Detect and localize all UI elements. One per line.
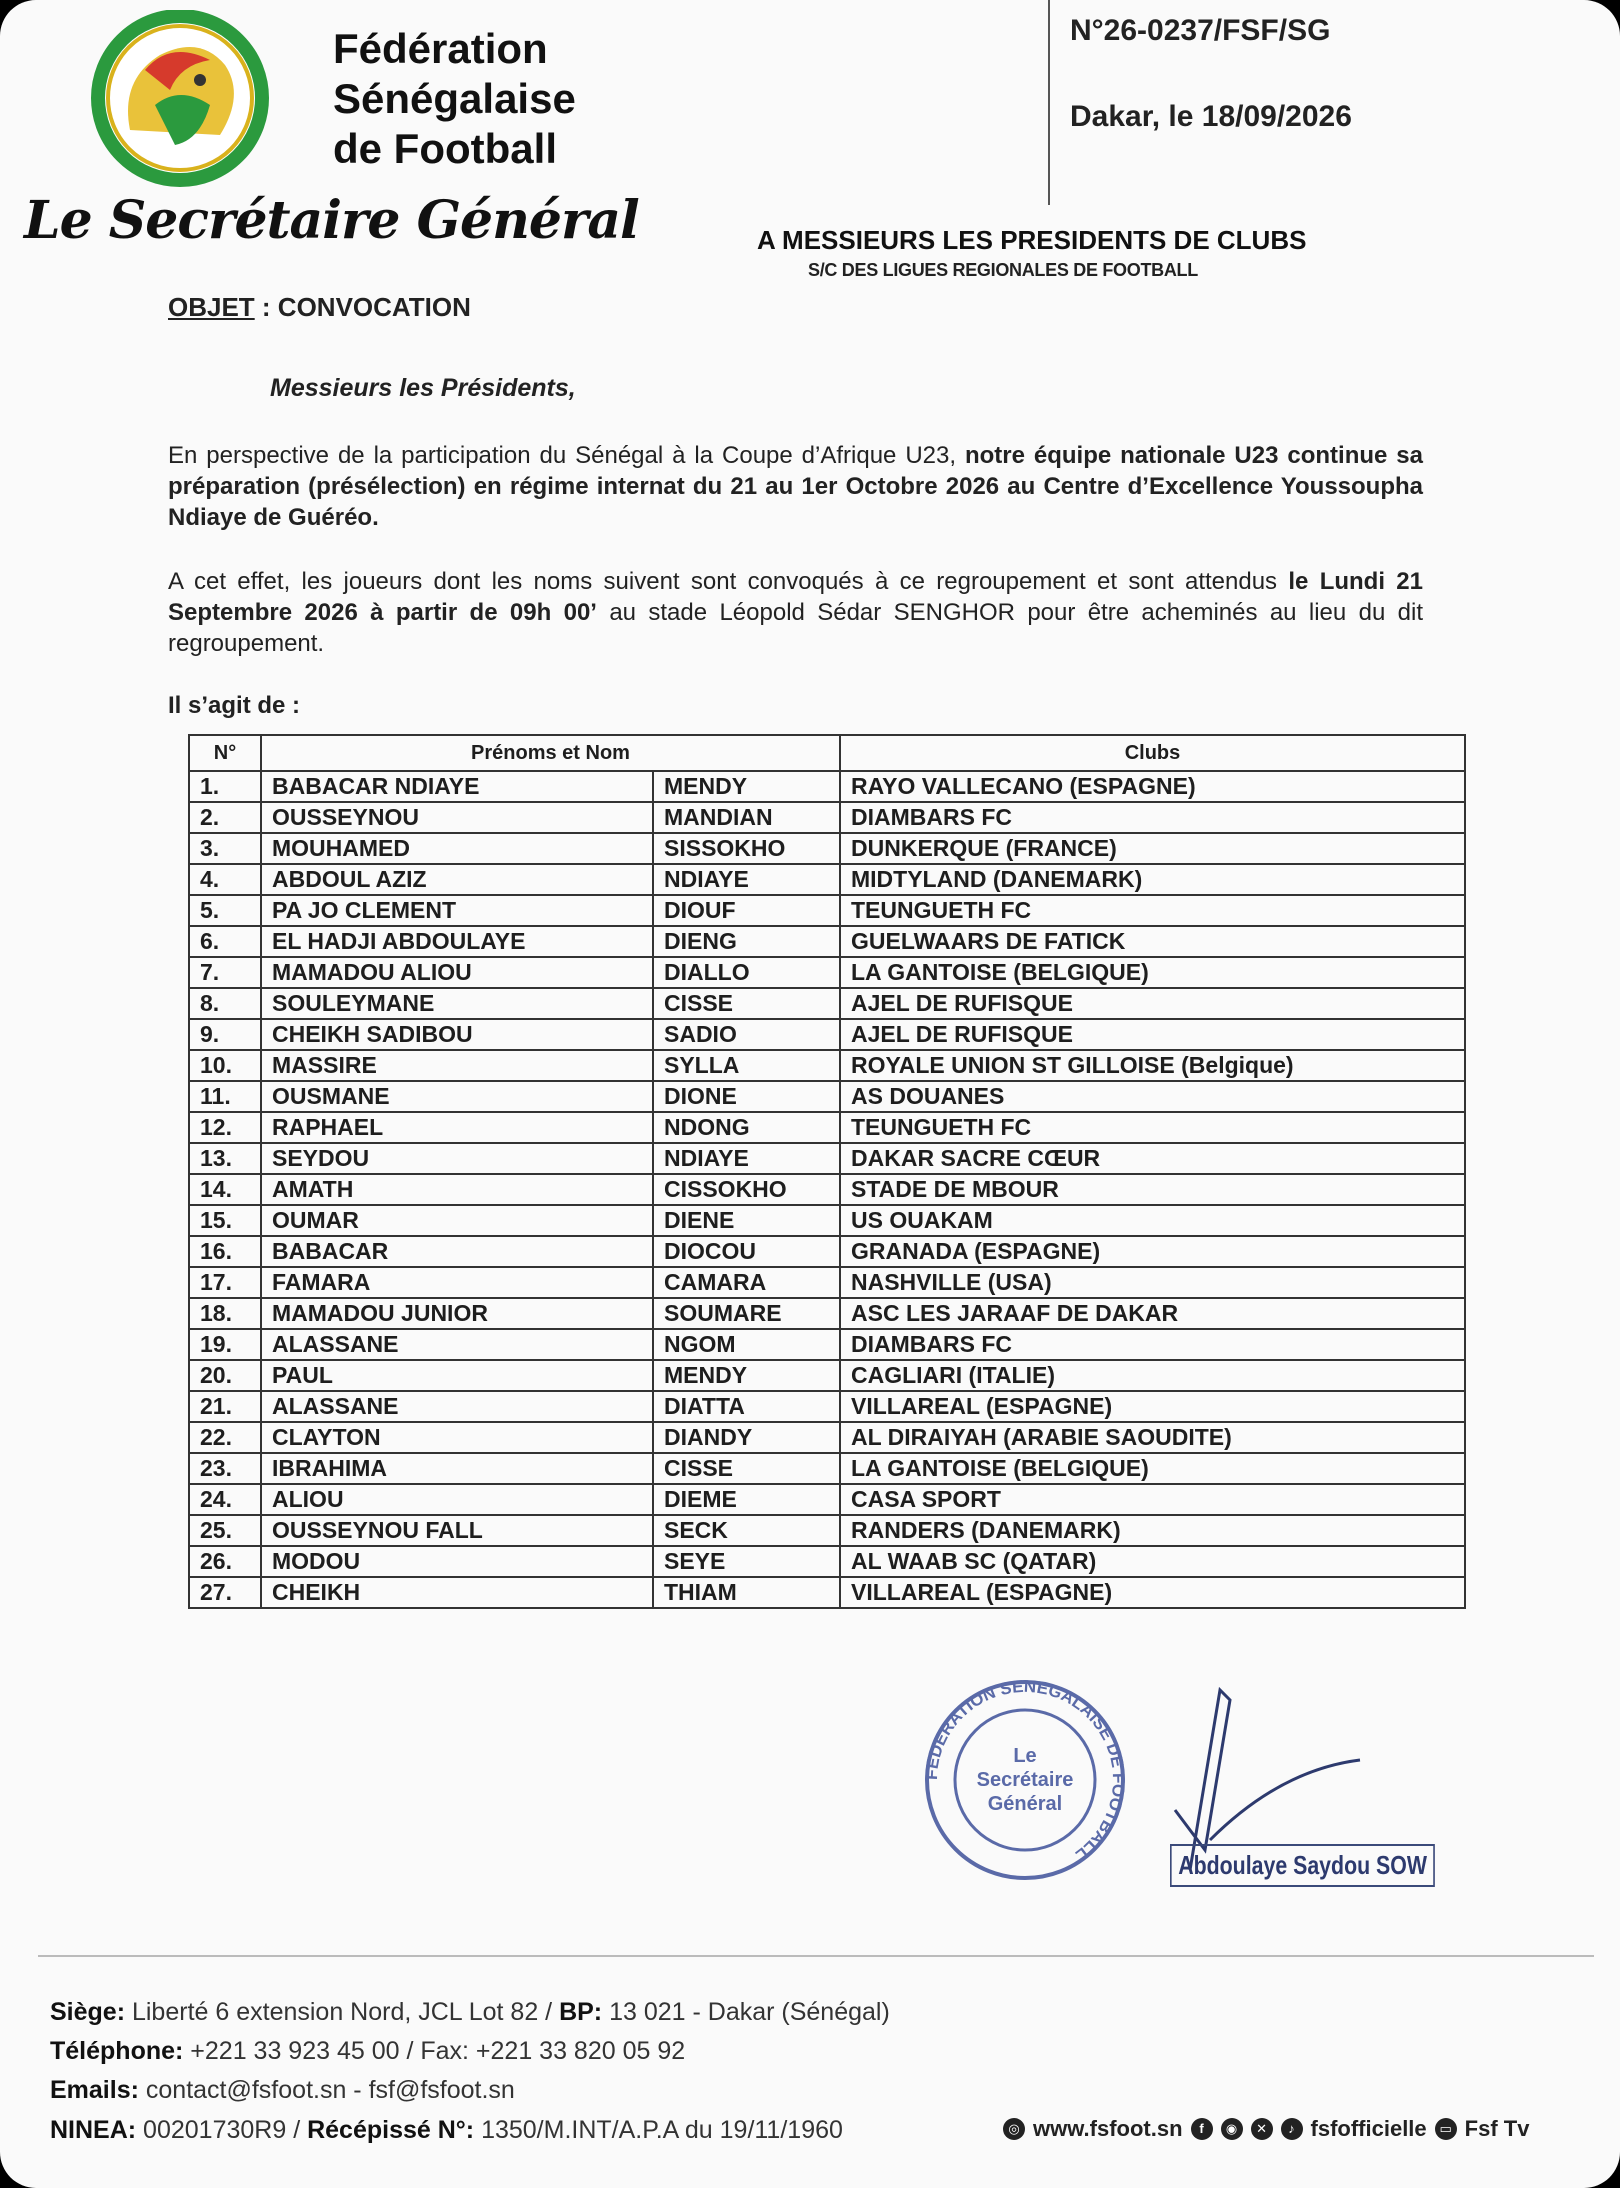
tiktok-icon[interactable]: ♪ [1281,2118,1303,2140]
player-club: AS DOUANES [840,1081,1465,1112]
federation-name-line2: Sénégalaise [333,75,576,122]
siege-label: Siège: [50,1998,126,2026]
x-icon[interactable]: ✕ [1251,2118,1273,2140]
player-last-name: DIATTA [653,1391,840,1422]
player-club: DAKAR SACRE CŒUR [840,1143,1465,1174]
federation-name [333,24,576,174]
table-row [189,1267,1465,1298]
siege-value: Liberté 6 extension Nord, JCL Lot 82 / [125,1998,560,2026]
salutation: Messieurs les Présidents, [270,374,576,402]
reference-number: N°26-0237/FSF/SG [1070,14,1331,47]
player-last-name: THIAM [653,1577,840,1608]
player-first-name: AMATH [261,1174,653,1205]
player-number: 9. [189,1019,261,1050]
player-number: 20. [189,1360,261,1391]
tel-label: Téléphone: [50,2037,184,2065]
player-last-name: MANDIAN [653,802,840,833]
table-row [189,1236,1465,1267]
player-club: AL WAAB SC (QATAR) [840,1546,1465,1577]
table-row [189,1515,1465,1546]
paragraph-2 [168,566,1423,659]
table-row [189,802,1465,833]
website-link[interactable]: www.fsfoot.sn [1033,2116,1183,2141]
instagram-icon[interactable]: ◉ [1221,2118,1243,2140]
player-number: 8. [189,988,261,1019]
paragraph-2-text-c: au stade Léopold Sédar SENGHOR pour être acheminés au lieu du dit regroupement. [168,599,1423,657]
player-last-name: SOUMARE [653,1298,840,1329]
paragraph-1-text-a: En perspective de la participation du Sénégal à la Coupe d’Afrique U23, [168,442,965,469]
player-number: 21. [189,1391,261,1422]
player-first-name: MAMADOU ALIOU [261,957,653,988]
player-first-name: ABDOUL AZIZ [261,864,653,895]
stamp-line2: Secrétaire [976,1769,1074,1791]
table-row [189,895,1465,926]
recepisse-value: 1350/M.INT/A.P.A du 19/11/1960 [474,2116,843,2144]
player-number: 14. [189,1174,261,1205]
player-number: 16. [189,1236,261,1267]
player-last-name: NGOM [653,1329,840,1360]
player-club: ASC LES JARAAF DE DAKAR [840,1298,1465,1329]
player-last-name: DIALLO [653,957,840,988]
player-club: CAGLIARI (ITALIE) [840,1360,1465,1391]
table-row [189,957,1465,988]
player-number: 15. [189,1205,261,1236]
footer-address [50,1998,890,2027]
table-row [189,988,1465,1019]
player-club: AJEL DE RUFISQUE [840,988,1465,1019]
player-first-name: OUSMANE [261,1081,653,1112]
player-club: GRANADA (ESPAGNE) [840,1236,1465,1267]
player-number: 10. [189,1050,261,1081]
player-club: US OUAKAM [840,1205,1465,1236]
footer-divider [38,1955,1594,1957]
table-row [189,1577,1465,1608]
player-club: TEUNGUETH FC [840,895,1465,926]
player-last-name: SECK [653,1515,840,1546]
subject-value: : CONVOCATION [254,292,471,322]
player-last-name: DIONE [653,1081,840,1112]
player-club: VILLAREAL (ESPAGNE) [840,1577,1465,1608]
paragraph-2-text-b: le Lundi 21 Septembre 2026 à partir de 09h 00’ [168,568,1424,626]
player-last-name: DIOCOU [653,1236,840,1267]
table-row [189,1205,1465,1236]
player-last-name: CAMARA [653,1267,840,1298]
player-last-name: SADIO [653,1019,840,1050]
social-handle[interactable]: fsfofficielle [1310,2116,1427,2141]
player-club: DUNKERQUE (FRANCE) [840,833,1465,864]
player-first-name: ALIOU [261,1484,653,1515]
table-row [189,1143,1465,1174]
player-number: 13. [189,1143,261,1174]
player-first-name: EL HADJI ABDOULAYE [261,926,653,957]
player-first-name: MAMADOU JUNIOR [261,1298,653,1329]
player-number: 4. [189,864,261,895]
player-last-name: DIENE [653,1205,840,1236]
player-first-name: OUSSEYNOU FALL [261,1515,653,1546]
player-first-name: SEYDOU [261,1143,653,1174]
player-club: RAYO VALLECANO (ESPAGNE) [840,771,1465,802]
player-first-name: IBRAHIMA [261,1453,653,1484]
tv-icon: ▭ [1435,2118,1457,2140]
player-first-name: CHEIKH SADIBOU [261,1019,653,1050]
player-last-name: NDIAYE [653,864,840,895]
player-last-name: SEYE [653,1546,840,1577]
table-row [189,1546,1465,1577]
player-first-name: SOULEYMANE [261,988,653,1019]
federation-name-line3: de Football [333,125,557,172]
player-club: AJEL DE RUFISQUE [840,1019,1465,1050]
header-name: Prénoms et Nom [261,735,840,771]
footer-web-social [1003,2116,1529,2142]
subject-label: OBJET [168,292,255,322]
player-number: 25. [189,1515,261,1546]
player-last-name: SYLLA [653,1050,840,1081]
footer-ninea [50,2116,843,2145]
fsf-lion-logo [60,10,300,190]
tv-label[interactable]: Fsf Tv [1464,2116,1530,2141]
table-row [189,771,1465,802]
header-divider [1048,0,1050,205]
player-first-name: MODOU [261,1546,653,1577]
player-club: TEUNGUETH FC [840,1112,1465,1143]
player-first-name: CLAYTON [261,1422,653,1453]
player-last-name: DIEME [653,1484,840,1515]
footer-phone [50,2037,685,2066]
player-number: 26. [189,1546,261,1577]
bp-value: 13 021 - Dakar (Sénégal) [602,1998,890,2026]
bp-label: BP: [559,1998,603,2026]
player-last-name: CISSE [653,988,840,1019]
player-number: 5. [189,895,261,926]
header-club: Clubs [840,735,1465,771]
table-row [189,1453,1465,1484]
player-table [188,734,1466,1609]
player-first-name: ALASSANE [261,1391,653,1422]
official-stamp [895,1680,1155,1880]
globe-icon: ◎ [1003,2118,1025,2140]
ninea-label: NINEA: [50,2116,137,2144]
stamp-ring-text: FEDERATION SENEGALAISE DE FOOTBALL [921,1680,1129,1865]
player-first-name: OUSSEYNOU [261,802,653,833]
player-last-name: CISSE [653,1453,840,1484]
list-intro: Il s’agit de : [168,692,301,719]
player-club: LA GANTOISE (BELGIQUE) [840,957,1465,988]
player-club: DIAMBARS FC [840,802,1465,833]
player-number: 27. [189,1577,261,1608]
table-row [189,1112,1465,1143]
player-number: 23. [189,1453,261,1484]
player-first-name: CHEIKH [261,1577,653,1608]
paragraph-1 [168,440,1423,533]
email-label: Emails: [50,2076,139,2104]
table-row [189,1050,1465,1081]
table-row [189,864,1465,895]
player-number: 11. [189,1081,261,1112]
table-row [189,833,1465,864]
footer-emails [50,2076,515,2105]
player-club: GUELWAARS DE FATICK [840,926,1465,957]
table-row [189,1081,1465,1112]
player-first-name: ALASSANE [261,1329,653,1360]
table-row [189,1484,1465,1515]
player-club: VILLAREAL (ESPAGNE) [840,1391,1465,1422]
player-club: CASA SPORT [840,1484,1465,1515]
player-last-name: MENDY [653,1360,840,1391]
paragraph-2-text-a: A cet effet, les joueurs dont les noms suivent sont convoqués à ce regroupement et sont attendus [168,568,1289,595]
player-first-name: MOUHAMED [261,833,653,864]
player-number: 12. [189,1112,261,1143]
recepisse-label: Récépissé N°: [307,2116,475,2144]
player-first-name: FAMARA [261,1267,653,1298]
player-club: MIDTYLAND (DANEMARK) [840,864,1465,895]
player-number: 17. [189,1267,261,1298]
table-row [189,926,1465,957]
player-number: 19. [189,1329,261,1360]
player-number: 1. [189,771,261,802]
player-last-name: NDONG [653,1112,840,1143]
player-last-name: MENDY [653,771,840,802]
stamp-line1: Le [1013,1745,1037,1767]
player-club: ROYALE UNION ST GILLOISE (Belgique) [840,1050,1465,1081]
table-row [189,1360,1465,1391]
player-club: DIAMBARS FC [840,1329,1465,1360]
subject-line [168,292,471,323]
player-last-name: DIENG [653,926,840,957]
header-number: N° [189,735,261,771]
player-number: 22. [189,1422,261,1453]
email-value: contact@fsfoot.sn - fsf@fsfoot.sn [138,2076,515,2104]
recipient: A MESSIEURS LES PRESIDENTS DE CLUBS [757,225,1307,255]
player-first-name: MASSIRE [261,1050,653,1081]
table-row [189,1019,1465,1050]
player-last-name: NDIAYE [653,1143,840,1174]
player-table-body [189,771,1465,1608]
player-number: 18. [189,1298,261,1329]
player-first-name: BABACAR NDIAYE [261,771,653,802]
signatory-name: Abdoulaye Saydou SOW [1170,1844,1435,1887]
secretaire-general-title: Le Secrétaire Général [24,190,639,251]
letter-date: Dakar, le 18/09/2026 [1070,100,1352,133]
player-number: 2. [189,802,261,833]
player-club: STADE DE MBOUR [840,1174,1465,1205]
tel-value: +221 33 923 45 00 / Fax: +221 33 820 05 92 [183,2037,686,2065]
player-first-name: RAPHAEL [261,1112,653,1143]
table-row [189,1298,1465,1329]
player-first-name: BABACAR [261,1236,653,1267]
player-number: 24. [189,1484,261,1515]
recipient-sub: S/C DES LIGUES REGIONALES DE FOOTBALL [808,260,1198,280]
player-last-name: DIANDY [653,1422,840,1453]
player-first-name: PA JO CLEMENT [261,895,653,926]
player-first-name: PAUL [261,1360,653,1391]
player-last-name: DIOUF [653,895,840,926]
player-club: NASHVILLE (USA) [840,1267,1465,1298]
table-header-row [189,735,1465,771]
player-number: 7. [189,957,261,988]
player-last-name: SISSOKHO [653,833,840,864]
table-row [189,1174,1465,1205]
player-club: RANDERS (DANEMARK) [840,1515,1465,1546]
paragraph-1-text-b: notre équipe nationale U23 continue sa préparation (présélection) en régime internat du 21 au 1er Octobre 2026 au Centre d’Excellence Youssoupha Ndiaye de Guéréo. [168,442,1424,531]
table-row [189,1391,1465,1422]
table-row [189,1422,1465,1453]
player-first-name: OUMAR [261,1205,653,1236]
ninea-value: 00201730R9 / [136,2116,308,2144]
player-club: AL DIRAIYAH (ARABIE SAOUDITE) [840,1422,1465,1453]
player-last-name: CISSOKHO [653,1174,840,1205]
stamp-line3: Général [987,1793,1063,1815]
player-club: LA GANTOISE (BELGIQUE) [840,1453,1465,1484]
player-number: 6. [189,926,261,957]
player-number: 3. [189,833,261,864]
facebook-icon[interactable]: f [1191,2118,1213,2140]
table-row [189,1329,1465,1360]
federation-name-line1: Fédération [333,25,548,72]
